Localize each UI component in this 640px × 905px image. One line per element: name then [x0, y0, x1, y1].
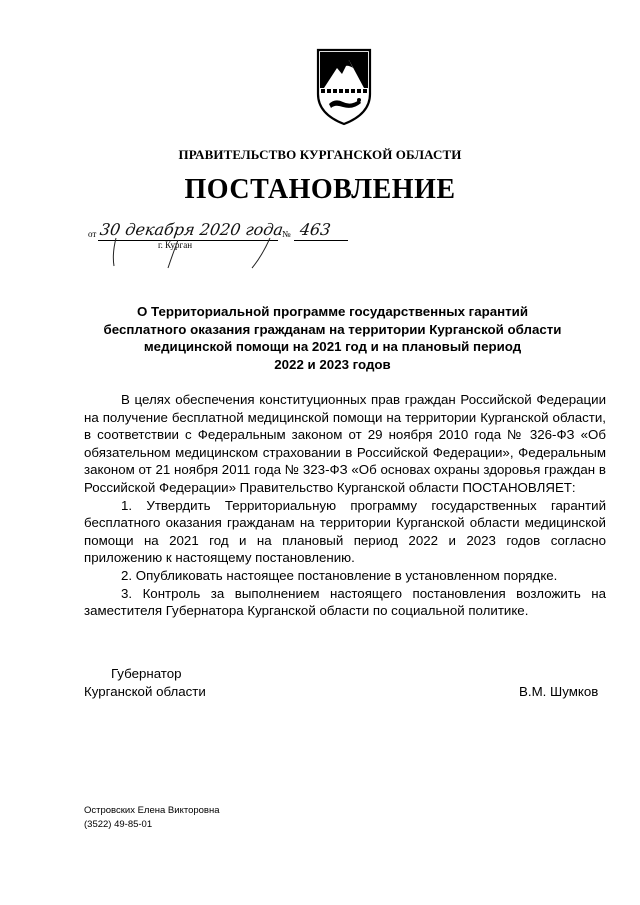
title-line: медицинской помощи на 2021 год и на плановый период [143, 339, 522, 354]
executor-name: Островских Елена Викторовна [84, 805, 220, 816]
clause-1-paragraph: 1. Утвердить Территориальную программу государственных гарантий бесплатного оказания гражданам на территории Курганской области медицинской помощи на 2021 год и на плановый период 2022 и 2023 годов согласно приложению к настоящему постановлению. [84, 497, 606, 566]
preamble-paragraph: В целях обеспечения конституционных прав граждан Российской Федерации на получение бесплатной медицинской помощи на территории Курганской области, в соответствии с Федеральным законом от 29 ноября 2010 года № 326-ФЗ «Об обязательном медицинском страховании в Российской Федерации», Федеральным законом от 21 ноября 2011 года № 323-ФЗ «Об основах охраны здоровья граждан в Российской Федерации» Правительство Курганской области ПОСТАНОВЛЯЕТ: [84, 392, 606, 495]
position-region: Курганской области [84, 683, 206, 699]
document-title [60, 303, 605, 373]
city-label: г. Курган [158, 240, 193, 250]
signatory-name: В.М. Шумков [519, 684, 599, 699]
title-line: О Территориальной программе государственных гарантий [136, 304, 529, 319]
title-line: бесплатного оказания гражданам на территории Курганской области [103, 321, 562, 337]
signatory-position [84, 665, 206, 700]
handwritten-date: 30 декабря 2020 года [98, 220, 285, 239]
executor-block [84, 804, 220, 832]
handwriting-strokes [102, 234, 282, 270]
document-type-heading: ПОСТАНОВЛЕНИЕ [184, 174, 456, 205]
clause-3-paragraph: 3. Контроль за выполнением настоящего постановления возложить на заместителя Губернатора Курганской области по социальной политике. [84, 585, 606, 619]
executor-phone: (3522) 49-85-01 [84, 819, 153, 830]
number-prefix: № [282, 229, 291, 239]
date-prefix: от [88, 229, 97, 239]
document-body [84, 391, 606, 620]
position-title: Губернатор [111, 666, 182, 681]
clause-2-paragraph: 2. Опубликовать настоящее постановление в установленном порядке. [121, 567, 558, 583]
kurgan-coat-of-arms-emblem [315, 48, 373, 126]
handwritten-number: 463 [298, 220, 332, 239]
government-name: ПРАВИТЕЛЬСТВО КУРГАНСКОЙ ОБЛАСТИ [178, 147, 462, 162]
number-underline [294, 240, 348, 241]
date-number-line [88, 220, 358, 270]
title-line: 2022 и 2023 годов [274, 356, 391, 372]
